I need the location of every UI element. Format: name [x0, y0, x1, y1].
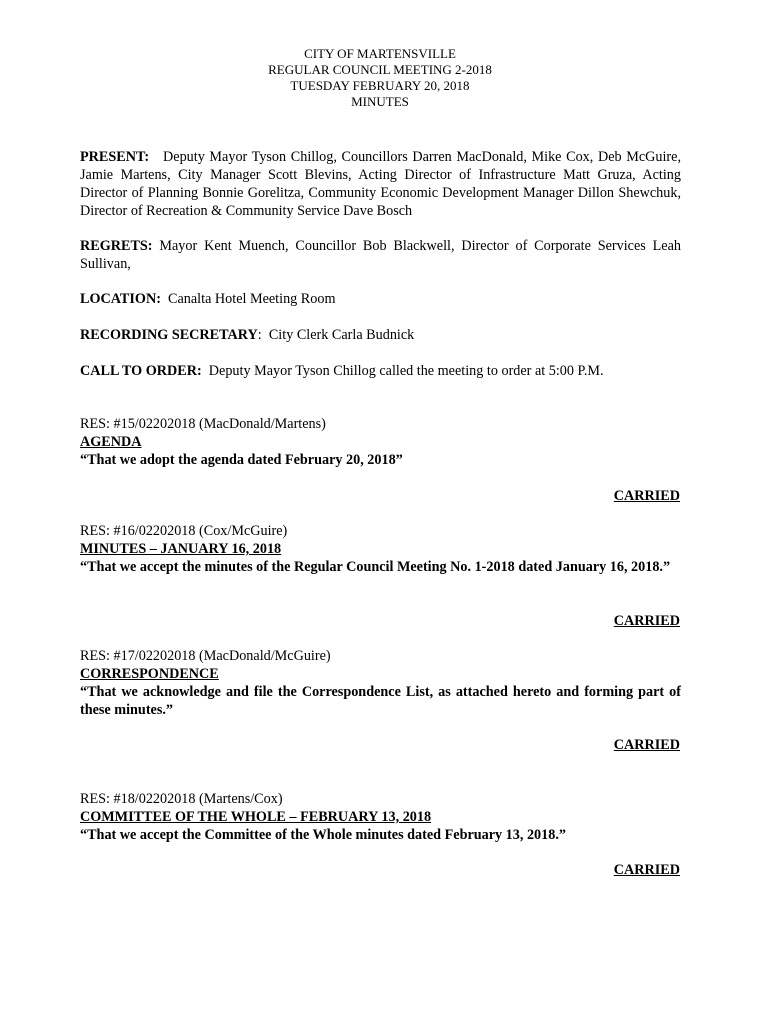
call-to-order-label: CALL TO ORDER: [80, 363, 202, 379]
resolution-motion: “That we adopt the agenda dated February 20, 2018” [80, 452, 403, 468]
resolution-title: CORRESPONDENCE [80, 666, 219, 682]
resolution-number: RES: #16/02202018 (Cox/McGuire) [80, 523, 288, 539]
regrets-text: Mayor Kent Muench, Councillor Bob Blackwell, Director of Corporate Services Leah Sullivan, [80, 238, 681, 272]
header-date: TUESDAY FEBRUARY 20, 2018 [290, 78, 470, 93]
recording-secretary-text: City Clerk Carla Budnick [268, 327, 415, 343]
resolution-motion: “That we accept the Committee of the Whole minutes dated February 13, 2018.” [80, 827, 566, 843]
resolution-16-result: CARRIED [613, 613, 680, 629]
resolution-18-result: CARRIED [613, 862, 680, 878]
resolution-15-result: CARRIED [613, 488, 680, 504]
present-section [80, 148, 681, 220]
resolution-15 [80, 415, 681, 469]
header-doc-type: MINUTES [351, 94, 409, 109]
recording-secretary-label: RECORDING SECRETARY [80, 327, 258, 343]
resolution-title: COMMITTEE OF THE WHOLE – FEBRUARY 13, 2018 [80, 809, 432, 825]
resolution-16 [80, 522, 681, 576]
present-text: Deputy Mayor Tyson Chillog, Councillors Darren MacDonald, Mike Cox, Deb McGuire, Jamie Martens, City Manager Scott Blevins, Acting Director of Infrastructure Matt Gruza, Acting Director of Planning Bonnie Gorelitza, Community Economic Development Manager Dillon Shewchuk, Director of Recreation & Community Service Dave Bosch [80, 149, 681, 219]
resolution-number: RES: #15/02202018 (MacDonald/Martens) [80, 416, 326, 432]
resolution-motion: “That we accept the minutes of the Regular Council Meeting No. 1-2018 dated January 16, 2018.” [80, 559, 671, 575]
document-header [0, 46, 760, 110]
present-label: PRESENT: [80, 149, 150, 165]
location-section [80, 290, 681, 308]
regrets-label: REGRETS: [80, 238, 153, 254]
resolution-17 [80, 647, 681, 719]
location-label: LOCATION: [80, 291, 161, 307]
location-text: Canalta Hotel Meeting Room [168, 291, 336, 307]
call-to-order-section [80, 362, 681, 380]
resolution-motion: “That we acknowledge and file the Correspondence List, as attached hereto and forming part of these minutes.” [80, 684, 681, 718]
recording-secretary-colon: : [257, 327, 262, 343]
resolution-17-result: CARRIED [613, 737, 680, 753]
header-meeting: REGULAR COUNCIL MEETING 2-2018 [268, 62, 492, 77]
resolution-title: MINUTES – JANUARY 16, 2018 [80, 541, 282, 557]
call-to-order-text: Deputy Mayor Tyson Chillog called the meeting to order at 5:00 P.M. [208, 363, 604, 379]
regrets-section [80, 237, 681, 273]
resolution-number: RES: #18/02202018 (Martens/Cox) [80, 791, 283, 807]
resolution-title: AGENDA [80, 434, 142, 450]
resolution-18 [80, 790, 681, 844]
resolution-number: RES: #17/02202018 (MacDonald/McGuire) [80, 648, 331, 664]
header-municipality: CITY OF MARTENSVILLE [304, 46, 456, 61]
recording-secretary-section [80, 326, 681, 344]
